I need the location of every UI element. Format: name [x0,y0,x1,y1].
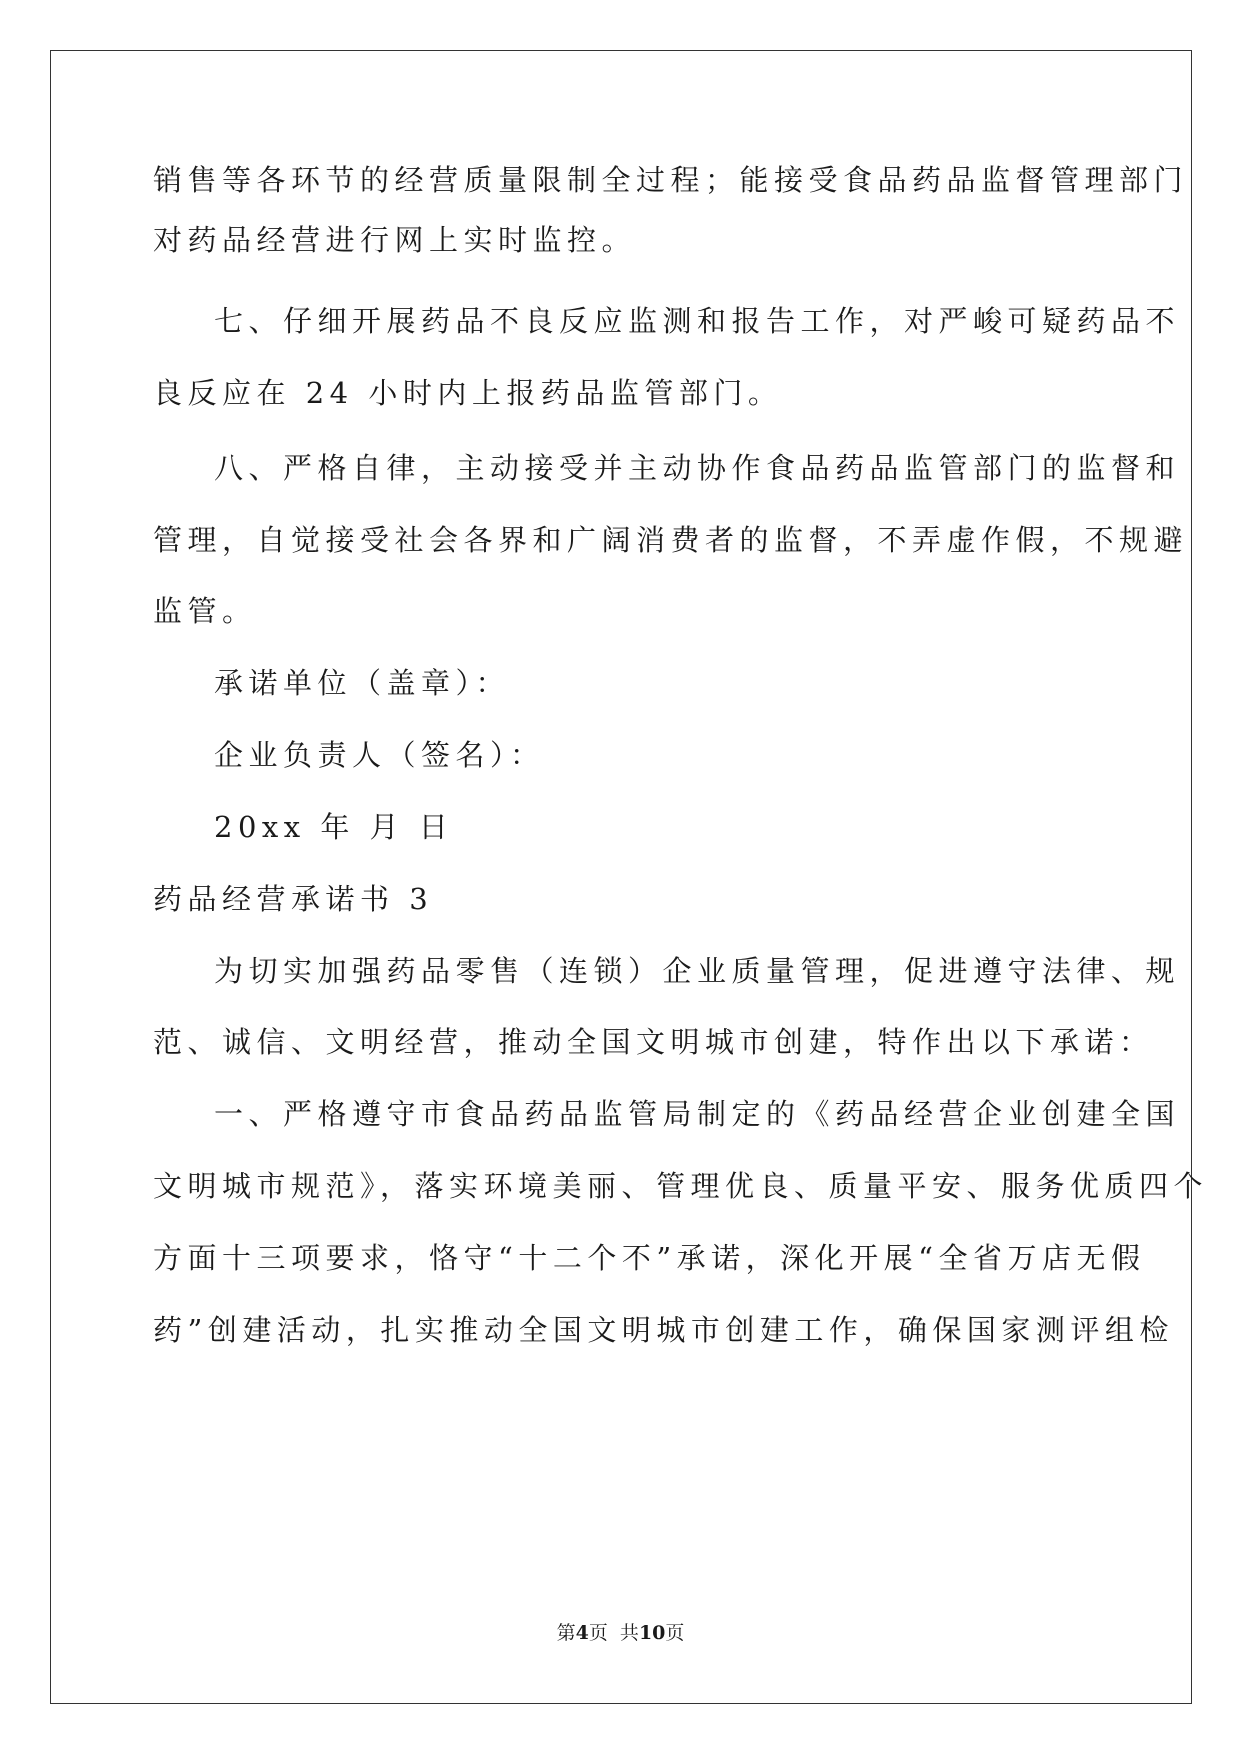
text-line: 方面十三项要求，恪守“十二个不”承诺，深化开展“全省万店无假 [153,1241,1146,1275]
section-heading: 药品经营承诺书 3 [153,882,434,916]
current-page-number: 4 [575,1622,589,1644]
text-line: 销售等各环节的经营质量限制全过程；能接受食品药品监督管理部门 [153,163,1189,197]
text-line: 药”创建活动，扎实推动全国文明城市创建工作，确保国家测评组检 [153,1313,1174,1347]
footer-mid: 页 共 [588,1622,639,1644]
text-line: 一、严格遵守市食品药品监管局制定的《药品经营企业创建全国 [214,1097,1181,1131]
footer-suffix: 页 [665,1622,685,1644]
text-line: 为切实加强药品零售（连锁）企业质量管理，促进遵守法律、规 [214,954,1181,988]
text-line: 文明城市规范》，落实环境美丽、管理优良、质量平安、服务优质四个 [153,1169,1209,1203]
text-line: 八、严格自律，主动接受并主动协作食品药品监管部门的监督和 [214,451,1181,485]
text-line: 对药品经营进行网上实时监控。 [153,223,637,257]
page-frame [50,50,1192,1704]
text-line: 监管。 [153,594,257,628]
text-line: 良反应在 24 小时内上报药品监管部门。 [153,376,783,410]
signature-person-label: 企业负责人（签名）： [214,738,545,772]
text-line: 管理，自觉接受社会各界和广阔消费者的监督，不弄虚作假，不规避 [153,523,1189,557]
signature-date: 20xx 年 月 日 [214,810,454,844]
total-page-number: 10 [638,1622,666,1644]
text-line: 七、仔细开展药品不良反应监测和报告工作，对严峻可疑药品不 [214,304,1181,338]
page-number-footer [0,1618,1241,1645]
signature-unit-label: 承诺单位（盖章）： [214,666,511,700]
text-line: 范、诚信、文明经营，推动全国文明城市创建，特作出以下承诺： [153,1025,1154,1059]
footer-prefix: 第 [556,1622,576,1644]
